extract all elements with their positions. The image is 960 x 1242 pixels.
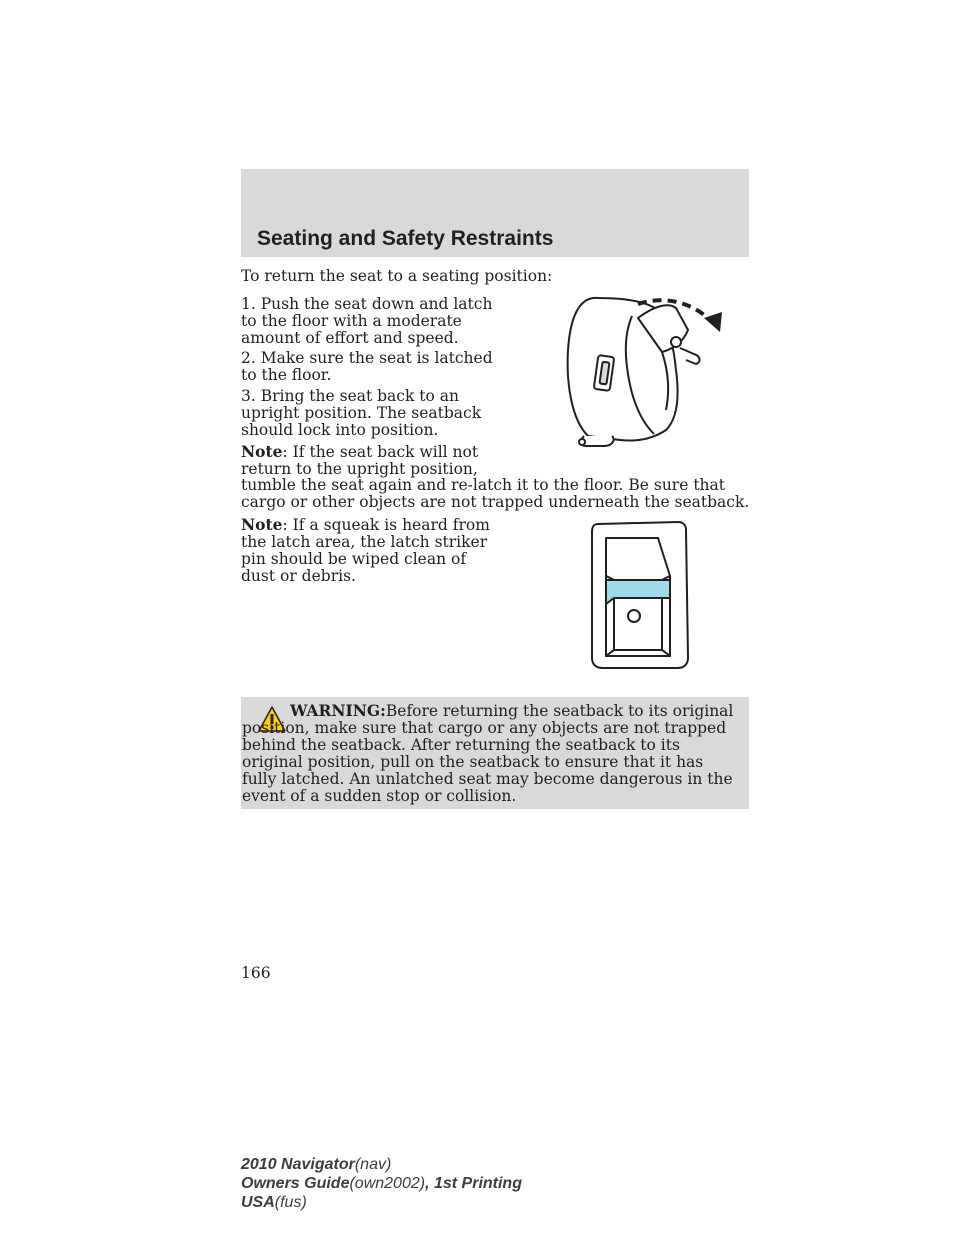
warning-label: WARNING: xyxy=(290,701,386,720)
footer-guide-code: (own2002) xyxy=(349,1175,426,1192)
note-2-text: : If a squeak is heard from the latch area, the latch striker pin should be wiped clean of dust or debris. xyxy=(241,516,490,585)
note-label: Note xyxy=(241,515,283,534)
step-2: 2. Make sure the seat is latched to the floor. xyxy=(241,349,493,384)
note-label: Note xyxy=(241,442,283,461)
intro-text: To return the seat to a seating position: xyxy=(241,267,553,285)
print-footer xyxy=(241,1155,522,1212)
step-1: 1. Push the seat down and latch to the floor with a moderate amount of effort and speed. xyxy=(241,295,493,347)
note-1-continued: tumble the seat again and re-latch it to the floor. Be sure that cargo or other objects are not trapped underneath the seatback. xyxy=(241,476,750,511)
note-1-first xyxy=(241,443,501,478)
warning-text xyxy=(241,702,741,805)
note-2 xyxy=(241,516,501,585)
warning-body: position, make sure that cargo or any objects are not trapped behind the seatback. After returning the seatback to its original position, pull on the seatback to ensure that it has fully latched. An unlatched seat may become dangerous in the event of a sudden stop or collision. xyxy=(242,719,733,805)
footer-printing: , 1st Printing xyxy=(425,1175,522,1192)
section-title: Seating and Safety Restraints xyxy=(257,227,554,250)
step-3: 3. Bring the seat back to an upright position. The seatback should lock into position. xyxy=(241,387,482,439)
seat-tumble-illustration xyxy=(558,290,728,452)
footer-line-1 xyxy=(241,1155,522,1174)
footer-model: 2010 Navigator xyxy=(241,1156,355,1173)
page-number: 166 xyxy=(241,964,271,982)
warning-box xyxy=(241,697,749,809)
latch-striker-illustration xyxy=(588,518,698,670)
warning-first-line: Before returning the seatback to its original xyxy=(385,702,734,720)
footer-region-code: (fus) xyxy=(274,1194,307,1211)
footer-guide: Owners Guide xyxy=(241,1175,350,1192)
footer-region: USA xyxy=(241,1194,275,1211)
footer-line-2 xyxy=(241,1174,522,1193)
footer-model-code: (nav) xyxy=(354,1156,392,1173)
note-1-text-a: : If the seat back will not return to the upright position, xyxy=(241,443,479,478)
footer-line-3 xyxy=(241,1193,522,1212)
section-header xyxy=(241,169,749,257)
